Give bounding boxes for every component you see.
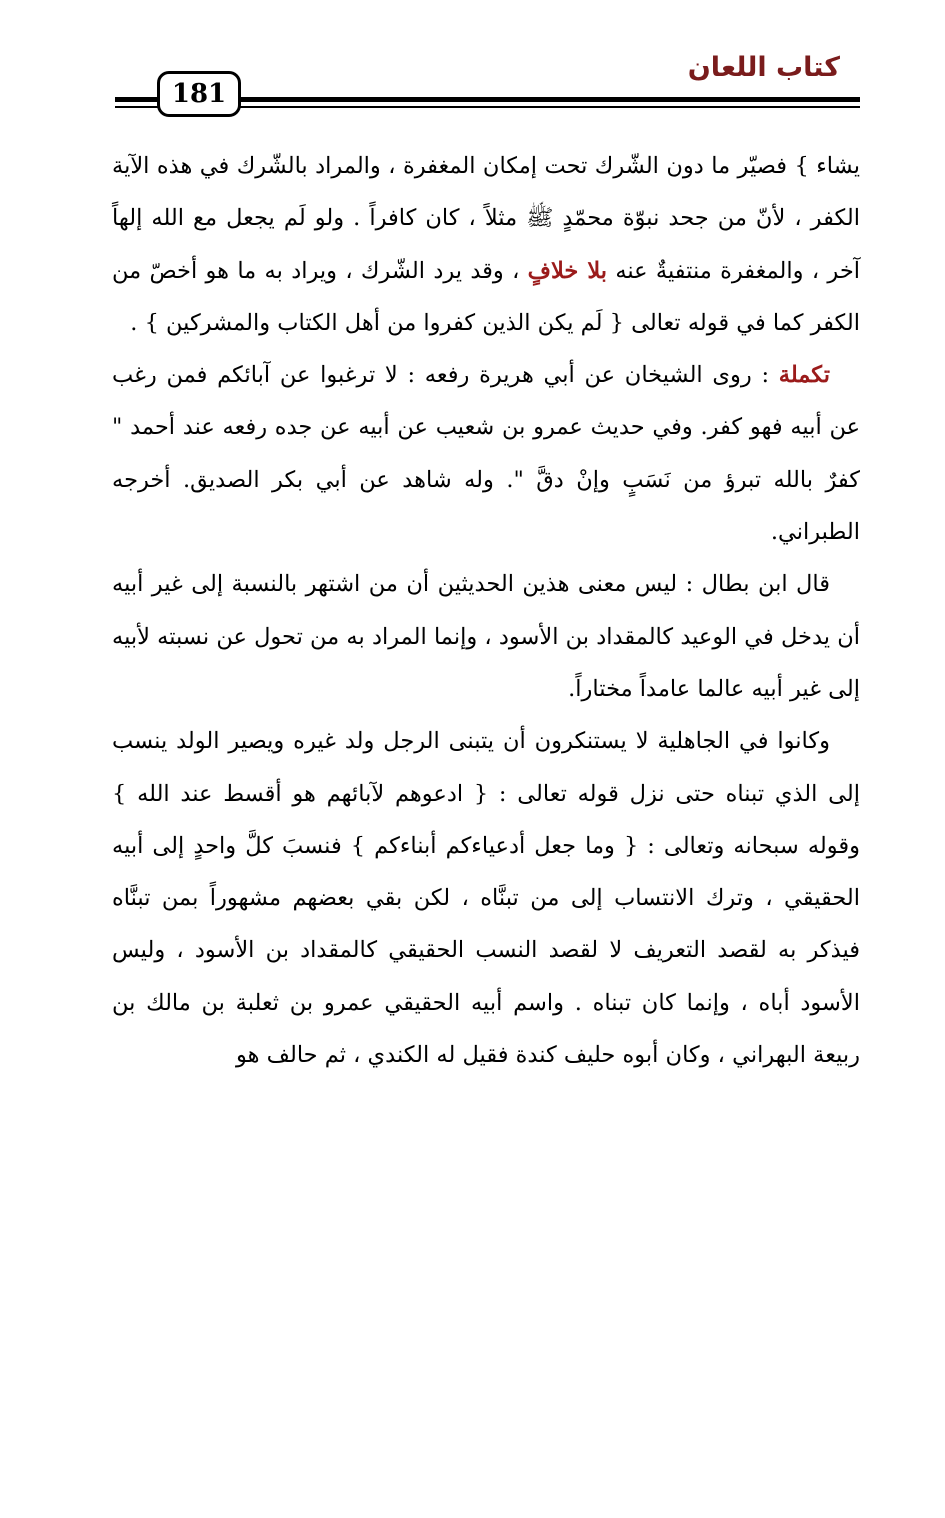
page-header bbox=[0, 0, 945, 120]
page-number: 181 bbox=[171, 79, 227, 109]
paragraph-3: قال ابن بطال : ليس معنى هذين الحديثين أن من اشتهر بالنسبة إلى غير أبيه أن يدخل في الوعيد كالمقداد بن الأسود ، وإنما المراد به من تحول عن نسبته لأبيه إلى غير أبيه عالما عامداً مختاراً. bbox=[112, 571, 860, 702]
paragraph-text: يشاء } فصيّر ما دون الشّرك تحت إمكان المغفرة ، والمراد بالشّرك في هذه الآية الكفر ، لأنّ من جحد نبوّة محمّدٍ ﷺ مثلاً ، كان كافراً . ولو لَم يجعل مع الله إلهاً آخر ، والمغفرة منتفيةٌ عنه bbox=[112, 153, 860, 284]
paragraph-1 bbox=[112, 140, 860, 349]
page-number-box bbox=[157, 71, 241, 117]
paragraph-2 bbox=[112, 349, 860, 558]
page-body bbox=[112, 140, 860, 1081]
paragraph-4: وكانوا في الجاهلية لا يستنكرون أن يتبنى الرجل ولد غيره ويصير الولد ينسب إلى الذي تبناه حتى نزل قوله تعالى : { ادعوهم لآبائهم هو أقسط عند الله } وقوله سبحانه وتعالى : { وما جعل أدعياءكم أبناءكم } فنسبَ كلَّ واحدٍ إلى أبيه الحقيقي ، وترك الانتساب إلى من تبنَّاه ، لكن بقي بعضهم مشهوراً بمن تبنَّاه فيذكر به لقصد التعريف لا لقصد النسب الحقيقي كالمقداد بن الأسود ، وليس الأسود أباه ، وإنما كان تبناه . واسم أبيه الحقيقي عمرو بن ثعلبة بن مالك بن ربيعة البهراني ، وكان أبوه حليف كندة فقيل له الكندي ، ثم حالف هو bbox=[112, 728, 860, 1069]
book-title: كتاب اللعان bbox=[687, 52, 840, 83]
section-heading: تكملة bbox=[778, 362, 830, 389]
highlight-phrase: بلا خلافٍ bbox=[527, 257, 608, 284]
paragraph-text: ، وقد يرد الشّرك ، ويراد به ما هو أخصّ من الكفر كما في قوله تعالى { لَم يكن الذين كفروا من أهل الكتاب والمشركين } . bbox=[112, 257, 860, 336]
paragraph-text: : روى الشيخان عن أبي هريرة رفعه : لا ترغبوا عن آبائكم فمن رغب عن أبيه فهو كفر. وفي حديث عمرو بن شعيب عن أبيه عن جده رفعه عند أحمد " كفرٌ بالله تبرؤ من نَسَبٍ وإنْ دقَّ ". وله شاهد عن أبي بكر الصديق. أخرجه الطبراني. bbox=[112, 362, 860, 546]
